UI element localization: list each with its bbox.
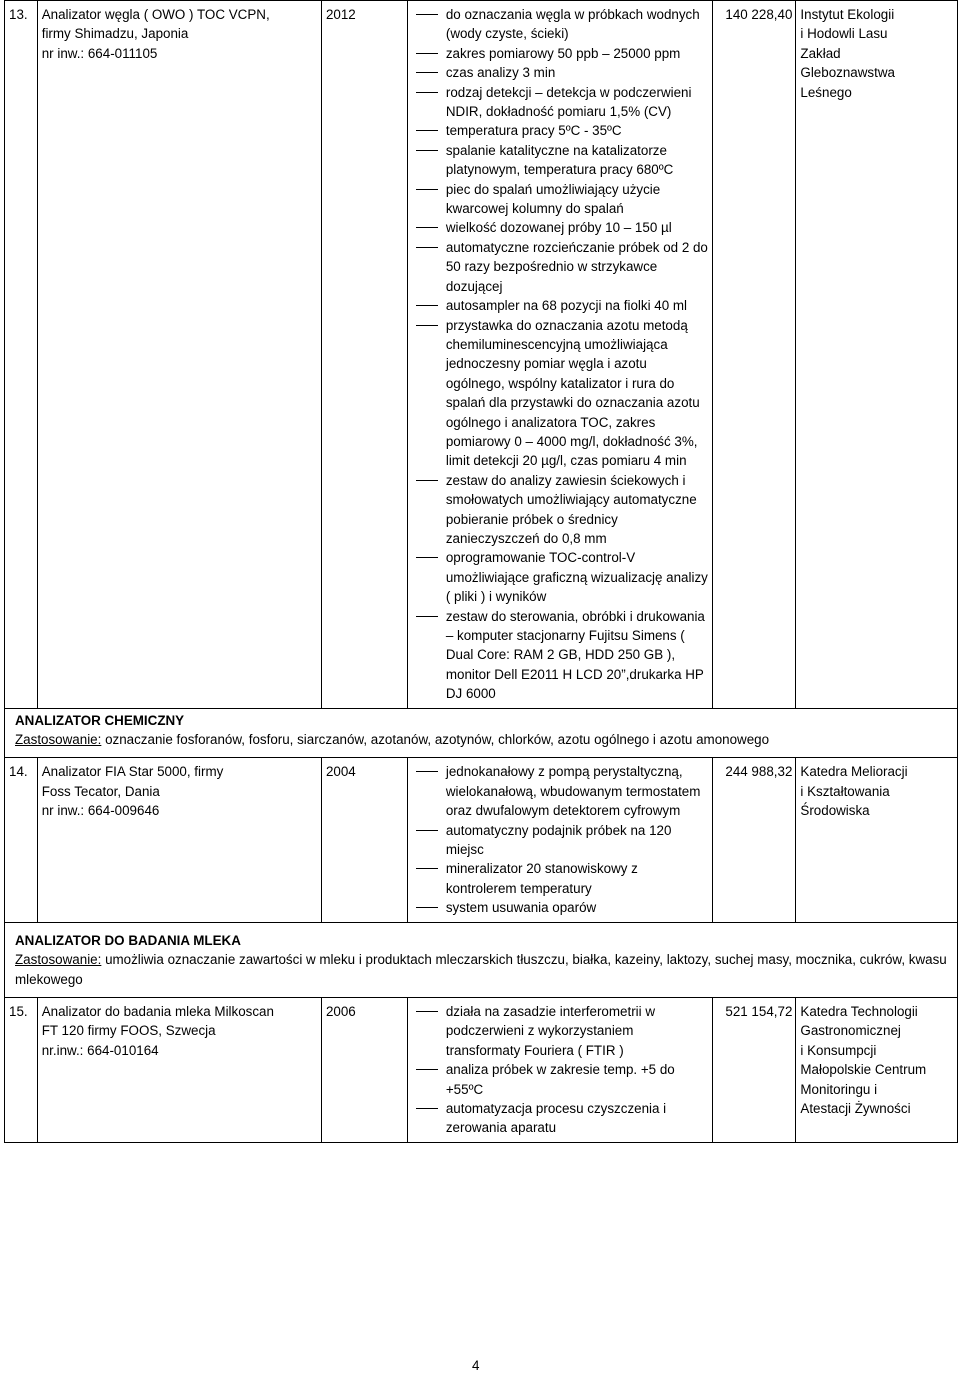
list-item: rodzaj detekcji – detekcja w podczerwieni NDIR, dokładność pomiaru 1,5% (CV) [412, 83, 709, 122]
specification [407, 758, 712, 922]
equipment-inventory-number: nr inw.: 664-011105 [41, 45, 158, 61]
organizational-unit [796, 1, 958, 709]
equipment-name-line: Analizator węgla ( OWO ) TOC VCPN, [41, 7, 270, 22]
usage-text: umożliwia oznaczanie zawartości w mleku i produktach mleczarskich tłuszczu, białka, kazeiny, laktozy, suchej masy, mocznika, cukrów, kwasu mlekowego [15, 952, 947, 987]
list-item: do oznaczania węgla w próbkach wodnych (wody czyste, ścieki) [412, 5, 709, 44]
equipment-table-row-13 [4, 0, 958, 709]
purchase-year: 2012 [321, 1, 407, 709]
list-item: piec do spalań umożliwiający użycie kwarcowej kolumny do spalań [412, 180, 709, 219]
section-usage [15, 730, 957, 749]
list-item: zestaw do analizy zawiesin ściekowych i smołowatych umożliwiający automatyczne pobieranie próbek o średnicy zanieczyszczeń do 0,8 mm [412, 471, 709, 549]
equipment-value: 521 154,72 [712, 997, 796, 1142]
specification-list [412, 5, 709, 704]
unit-line: i Hodowli Lasu [800, 26, 888, 42]
equipment-name-line: FT 120 firmy FOOS, Szwecja [41, 1023, 216, 1039]
equipment-name-line: firmy Shimadzu, Japonia [41, 26, 189, 42]
equipment-name-line: Analizator FIA Star 5000, firmy [41, 764, 224, 780]
table-row [5, 997, 958, 1142]
list-item: mineralizator 20 stanowiskowy z kontrolerem temperatury [412, 859, 709, 898]
specification [407, 1, 712, 709]
organizational-unit [796, 997, 958, 1142]
usage-label: Zastosowanie: [15, 952, 102, 968]
unit-line: Gleboznawstwa [800, 65, 895, 81]
list-item: system usuwania oparów [412, 898, 709, 917]
list-item: temperatura pracy 5ºC - 35ºC [412, 121, 709, 140]
list-item: zestaw do sterowania, obróbki i drukowania – komputer stacjonarny Fujitsu Simens ( Dual Core: RAM 2 GB, HDD 250 GB ), monitor Dell E2011 H LCD 20”,drukarka HP DJ 6000 [412, 607, 709, 704]
list-item: zakres pomiarowy 50 ppb – 25000 ppm [412, 44, 709, 63]
list-item: analiza próbek w zakresie temp. +5 do +55ºC [412, 1060, 709, 1099]
usage-label: Zastosowanie: [15, 732, 102, 748]
purchase-year: 2006 [321, 997, 407, 1142]
section-title: ANALIZATOR CHEMICZNY [15, 712, 185, 728]
equipment-name [37, 1, 321, 709]
specification-list [412, 762, 709, 917]
unit-line: Leśnego [800, 84, 852, 100]
section-title: ANALIZATOR DO BADANIA MLEKA [15, 932, 241, 948]
list-item: autosampler na 68 pozycji na fiolki 40 ml [412, 296, 709, 315]
purchase-year: 2004 [321, 758, 407, 922]
row-number: 13. [5, 1, 38, 709]
unit-line: i Konsumpcji [800, 1042, 877, 1058]
row-number: 14. [5, 758, 38, 922]
organizational-unit [796, 758, 958, 922]
usage-text: oznaczanie fosforanów, fosforu, siarczanów, azotanów, azotynów, chlorków, azotu ogólnego i azotu amonowego [101, 732, 770, 748]
equipment-table-row-14 [4, 757, 958, 922]
row-number: 15. [5, 997, 38, 1142]
equipment-name [37, 997, 321, 1142]
unit-line: i Kształtowania [800, 783, 890, 799]
equipment-inventory-number: nr.inw.: 664-010164 [41, 1042, 159, 1058]
specification [407, 997, 712, 1142]
inventory-page [4, 0, 958, 1143]
equipment-name-line: Foss Tecator, Dania [41, 783, 160, 799]
list-item: czas analizy 3 min [412, 63, 709, 82]
list-item: automatyzacja procesu czyszczenia i zerowania aparatu [412, 1099, 709, 1138]
equipment-name-line: Analizator do badania mleka Milkoscan [41, 1003, 274, 1019]
equipment-name [37, 758, 321, 922]
unit-line: Katedra Melioracji [800, 764, 908, 780]
list-item: automatyczne rozcieńczanie próbek od 2 do 50 razy bezpośrednio w strzykawce dozującej [412, 238, 709, 296]
list-item: wielkość dozowanej próby 10 – 150 µl [412, 218, 709, 237]
page-number: 4 [472, 1358, 480, 1373]
list-item: spalanie katalityczne na katalizatorze platynowym, temperatura pracy 680ºC [412, 141, 709, 180]
unit-line: Środowiska [800, 803, 870, 819]
unit-line: Katedra Technologii [800, 1003, 918, 1019]
unit-line: Gastronomicznej [800, 1023, 901, 1039]
unit-line: Małopolskie Centrum [800, 1062, 927, 1078]
list-item: działa na zasadzie interferometrii w podczerwieni z wykorzystaniem transformaty Fouriera ( FTIR ) [412, 1002, 709, 1060]
section-milk-analyzer [4, 929, 958, 991]
equipment-table-row-15 [4, 997, 958, 1143]
list-item: oprogramowanie TOC-control-V umożliwiające graficzną wizualizację analizy ( pliki ) i wyników [412, 548, 709, 606]
unit-line: Zakład [800, 45, 841, 61]
unit-line: Atestacji Żywności [800, 1100, 911, 1116]
table-row [5, 758, 958, 922]
equipment-inventory-number: nr inw.: 664-009646 [41, 803, 160, 819]
section-usage [15, 950, 957, 989]
unit-line: Instytut Ekologii [800, 7, 895, 22]
equipment-value: 244 988,32 [712, 758, 796, 922]
specification-list [412, 1002, 709, 1138]
list-item: jednokanałowy z pompą perystaltyczną, wielokanałową, wbudowanym termostatem oraz dwufalowym detektorem cyfrowym [412, 762, 709, 820]
equipment-value: 140 228,40 [712, 1, 796, 709]
section-chemical-analyzer [4, 709, 958, 752]
list-item: przystawka do oznaczania azotu metodą chemiluminescencyjną umożliwiająca jednoczesny pomiar węgla i azotu ogólnego, wspólny katalizator i rura do spalań dla przystawki do oznaczania azotu ogólnego i analizatora TOC, zakres pomiarowy 0 – 4000 mg/l, dokładność 3%, limit detekcji 20 µg/l, czas pomiaru 4 min [412, 316, 709, 471]
unit-line: Monitoringu i [800, 1081, 878, 1097]
table-row [5, 1, 958, 709]
list-item: automatyczny podajnik próbek na 120 miejsc [412, 821, 709, 860]
